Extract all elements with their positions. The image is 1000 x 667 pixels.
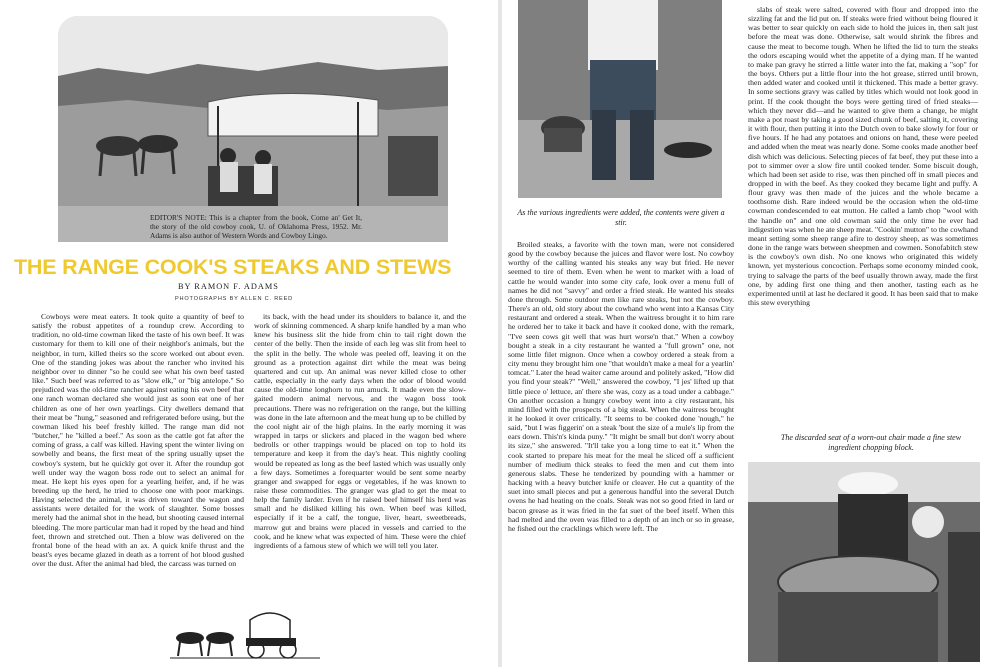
cook-stirring-photo <box>518 0 722 198</box>
column-1-text: Cowboys were meat eaters. It took quite a quantity of beef to satisfy the robust appetites of a roundup crew. According to tradition, no old-time cowman liked the taste of his own beef. It was customary for them to kill one of their neighbor's animals, but the neighbor, in turn, killed theirs so the score worked out about even. One of the standing jokes was about the rancher who invited his neighbor over to dinner "so he could see what his own beef tasted like." Such beef was referred to as "slow elk," or "big antelope." So prejudiced was the old-time rancher against eating his own beef that one ranch woman declared she would just as soon eat one of her children as one of her own yearlings. City dwellers demand that their meat be "hung," seasoned and refrigerated before using, but the cowman liked his beef freshly killed. The range man did not "butcher," he "killed a beef." As soon as the cattle got fat after the coming of grass, a calf was killed. Having spent the winter living on sowbelly and beans, the first meat of the spring usually upset the cowboy's system, but he quickly got over it. After the roundup got well under way the wagon boss rode out to select an animal for meat. He kept his eyes open for a yearling heifer, and, if he was breeding up the herd, he tried to choose one with poor markings. Having selected the animal, it was driven toward the wagon and assistants were detailed for the work of slaughter. Some bosses merely had the animal shot in the head, but shooting caused internal bleeding. The more particular man had it roped by the head and hind feet, thrown and stretched out. Then a blow was delivered on the frontal bone of the head with an ax. A quick knife thrust and the beast's eyes became glazed in death as a torrent of hot blood gushed over the dust. After the animal had bled, the carcass was turned on <box>32 312 244 569</box>
camp-photo <box>58 16 448 242</box>
column-4-text: slabs of steak were salted, covered with flour and dropped into the sizzling fat and the lid put on. If steaks were fried without being floured it was better to sear quickly on each side to hold the juices in, then salt just before the meat was done. Otherwise, salt would shrink the fibres and cause the meat to become tough. When he lifted the lid to turn the steaks the odors escaping would whet the appetite of a dying man. If he wanted to make pan gravy he stirred a little water into the fat, making a "sop" for the boys. Others put a little flour into the hot grease, stirred until brown, then added water and cooked until it thickened. This made a better gravy. In some sections gravy was called by titles which would not look good in print. If the cook thought the boys were getting tired of fried steaks—which they never did—and he wanted to give them a change, he might make a pot roast by taking a good sized chunk of beef, salting it, covering it with flour, then putting it into the Dutch oven to bake slowly for four or five hours. If he had any potatoes and onions on hand, these were peeled and added when the meat was nearly done. Some cooks made another beef dish which was delicious. Selecting pieces of fat beef, they put these into a pot to simmer over a slow fire until cooked tender. Some biscuit dough, which had been set aside to rise, was then pinched off in small pieces and dropped in with the beef. As they cooked they became light and puffy. A flour gravy was then made of the juices and the whole became a toothsome dish. Rare indeed would be the occasion when the old-time cowman condescended to eat mutton. He called a lamb chop "wool with the handle on" and one old cowman said the only time he ever had indigestion was when he ate sheep meat. "Cookin' mutton" to the cowhand meant setting some sheep range afire to destroy sheep, as was sometimes done in the range wars between sheepmen and cowmen. Sonofabitch stew is the cowboy's own dish. No one knows who originated this widely known, yet mysterious concoction. Perhaps some economy minded cook, trying to salvage the parts of the beef usually thrown away, made the first one, by adding first one thing and then another, tasting each as he experimented until at last he declared it good. It has been said that to make this stew everything <box>748 5 978 307</box>
editor-note-caption <box>150 213 362 241</box>
editor-note-prefix: EDITOR'S NOTE: <box>150 213 207 222</box>
chuckwagon-vignette <box>170 604 320 660</box>
text-column-4 <box>748 5 978 417</box>
chair-seat-caption: The discarded seat of a worn-out chair made a fine stew ingredient chopping block. <box>780 433 962 452</box>
editor-note-text: This is a chapter from the book, Come an' Get It, the story of the old cowboy cook, U. of Oklahoma Press, 1952. Mr. Adams is also author of Western Words and Cowboy Lingo. <box>150 213 363 241</box>
photo-credit: PHOTOGRAPHS BY ALLEN C. REED <box>175 296 293 302</box>
article-title: THE RANGE COOK'S STEAKS AND STEWS <box>14 255 452 279</box>
chopping-block-photo <box>748 462 980 662</box>
text-column-1 <box>32 312 244 592</box>
text-column-2 <box>254 312 466 592</box>
right-page <box>502 0 1000 667</box>
text-column-3 <box>508 240 734 620</box>
column-2-text: its back, with the head under its shoulders to balance it, and the work of skinning commenced. A sharp knife handled by a man who knew his business slit the hide from chin to tail right down the center of the belly. Then the inside of each leg was slit from heel to the split in the belly. The whole was peeled off, leaving it on the ground as a protection against dirt while the meat was being quartered and cut up. An animal was never killed close to other cattle, especially in the early days when the odor of blood would cause the old-time longhorn to run amuck. It made even the slow-gaited modern animal nervous, and the wagon boss took precautions. There was no refrigeration on the range, but the killing was done in the late afternoon and the meat hung up to be chilled by the cool night air of the high plains. In the early morning it was wrapped in tarps or slickers and placed in the wagon bed where bedrolls or other trappings would be placed on top to hold its temperature and keep it from the day's heat. This nightly cooling would be repeated as long as the beef lasted which was usually only a few days. Sometimes a forequarter would be sent some nearby granger and swapped for eggs or vegetables, if he was known to raise these commodities. The granger was glad to get the meat to help the family larder. Even if he raised beef himself his herd was small and he disliked killing his own. When beef was killed, especially if it be a calf, the tongue, liver, heart, sweetbreads, marrow gut and brains were placed in vessels and carried to the cook, and he knew what was expected of him. These were the chief ingredients of a famous stew of which we will tell you later. <box>254 312 466 550</box>
stir-caption: As the various ingredients were added, the contents were given a stir. <box>517 208 725 227</box>
left-page <box>0 0 498 667</box>
byline: BY RAMON F. ADAMS <box>178 282 279 291</box>
column-3-text: Broiled steaks, a favorite with the town man, were not considered good by the cowboy because the juices and flavor were lost. No cowboy worthy of the calling wanted his steaks any way but fried. He never seemed to tire of them. Even when he went to market with a load of cattle he would wander into some city cafe, look over a menu full of names he did not "savvy" and order a fried steak. He wanted his steaks done through. Some outdoor men like rare steaks, but not the cowboy. There's an old, old story about the cowhand who went into a Kansas City restaurant and ordered a steak. When the waitress brought it to him rare he ordered her to take it back and have it cooked done, with the remark, "I've seen cows git well that was hurt worse'n that." When a cowboy bought a steak in a city restaurant he wanted a "full grown" one, not some little filet mignon. Once when a cowboy ordered a steak from a city menu they brought him one "that wouldn't make a meal for a yearlin' tomcat." Later the head waiter came around and politely asked, "How did you find your steak?" "Well," answered the cowboy, "I jes' lifted up that little piece o' lettuce, an' there she was, cozy as a toad under a cabbage." On another occasion a hungry cowboy went into a city restaurant, his mind filled with the prospects of a big steak. When the waitress brought it he looked it over critically. "It seems to be cooked done 'nough," he said, "but I was figgerin' on a steak 'bout the size of a mule's lip from the ears down. This'n's kinda puny." "It might be small but don't worry about its size," she answered. "It'll take you a long time to eat it." When the cook started to prepare his meat for the meal he sliced off a sufficient number of medium thick steaks to feed the men and cut them into generous slabs. These he tenderized by pounding with a hammer or hacking with a heavy butcher knife or cleaver. He cut a quantity of the suet into small pieces and put a generous handful into the several Dutch ovens he had heating on the coals. Steak was not so good fried in lard or bacon grease as it was fried in the fat suet of the beef itself. When this had melted and the oven was filled to a depth of an inch or so in grease, he fished out the cracklings which were left. The <box>508 240 734 533</box>
